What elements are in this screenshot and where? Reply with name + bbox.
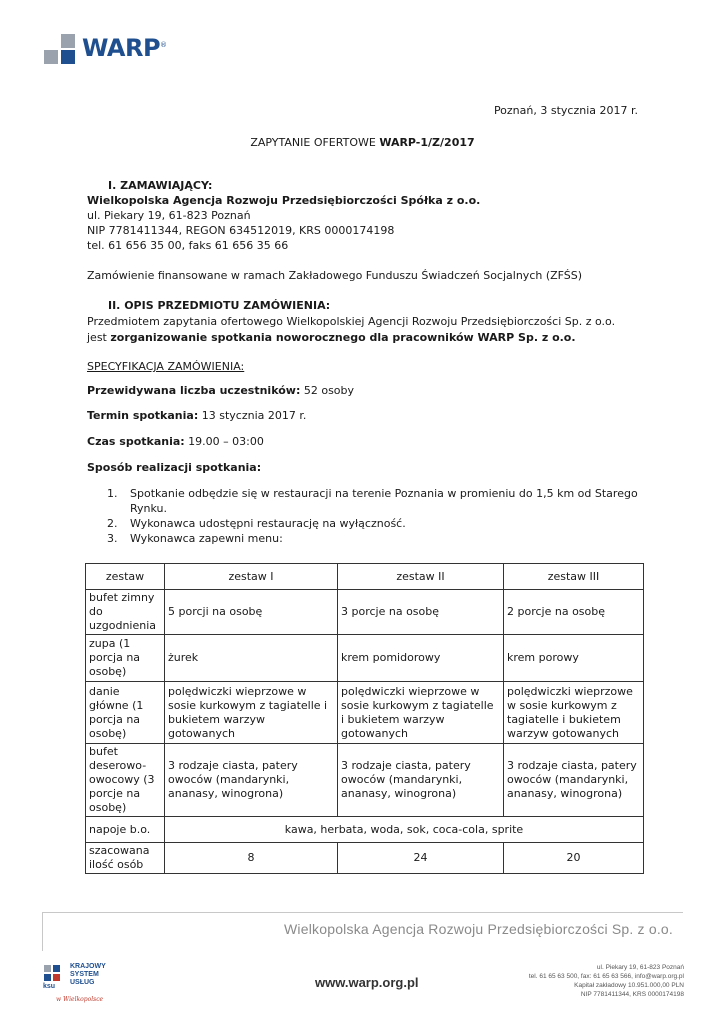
table-cell: krem pomidorowy [338,635,504,682]
table-header-cell: zestaw [86,564,165,590]
logo-text: WARP® [82,34,167,62]
table-cell: zupa (1 porcja na osobę) [86,635,165,682]
meeting-time: Czas spotkania: 19.00 – 03:00 [87,435,264,448]
table-cell: polędwiczki wieprzowe w sosie kurkowym z tagiatelle i bukietem warzyw gotowanych [504,682,644,744]
table-cell: 24 [338,843,504,874]
table-row [86,843,644,874]
table-cell: szacowana ilość osób [86,843,165,874]
date-line: Poznań, 3 stycznia 2017 r. [493,104,638,117]
ksu-tagline: w Wielkopolsce [56,996,104,1003]
requirements-list [87,486,647,546]
table-cell: 5 porcji na osobę [165,590,338,635]
logo-square-icon [61,34,75,48]
footer-agency-name: Wielkopolska Agencja Rozwoju Przedsiębiorczości Sp. z o.o. [284,921,673,937]
footer-address: ul. Piekary 19, 61-823 Poznań tel. 61 65 63 500, fax: 61 65 63 566, info@warp.org.pl Kapitał zakładowy 10.951.000,00 PLN NIP 7781411344, KRS 0000174198 [528,964,684,998]
table-header-cell: zestaw I [165,564,338,590]
table-cell: 3 porcje na osobę [338,590,504,635]
table-row [86,590,644,635]
svg-text:ksu: ksu [43,983,56,989]
org-address: ul. Piekary 19, 61-823 Poznań [87,209,251,222]
table-row [86,635,644,682]
table-cell: bufet deserowo-owocowy (3 porcje na osobę) [86,744,165,817]
table-cell: krem porowy [504,635,644,682]
table-row [86,817,644,843]
participants: Przewidywana liczba uczestników: 52 osoby [87,384,355,397]
ksu-logo-icon [42,963,66,989]
table-cell: 20 [504,843,644,874]
menu-table [85,563,644,874]
table-cell: kawa, herbata, woda, sok, coca-cola, sprite [165,817,644,843]
table-cell: 3 rodzaje ciasta, patery owoców (mandarynki, ananasy, winogrona) [504,744,644,817]
funding-note: Zamówienie finansowane w ramach Zakładowego Funduszu Świadczeń Socjalnych (ZFŚS) [87,269,583,282]
section-1-heading: I. ZAMAWIAJĄCY: [108,179,213,192]
table-header-row [86,564,644,590]
spec-heading: SPECYFIKACJA ZAMÓWIENIA: [87,360,245,373]
logo-square-icon [61,50,75,64]
section-2-heading: II. OPIS PRZEDMIOTU ZAMÓWIENIA: [108,299,331,312]
subject-line-2: jest zorganizowanie spotkania noworocznego dla pracowników WARP Sp. z o.o. [87,331,576,344]
list-item: 1. Spotkanie odbędzie się w restauracji na terenie Poznania w promieniu do 1,5 km od Starego Rynku. [107,487,638,515]
table-cell: polędwiczki wieprzowe w sosie kurkowym z tagiatelle i bukietem warzyw gotowanych [165,682,338,744]
table-row [86,744,644,817]
ksu-text: KRAJOWY SYSTEM USŁUG [70,963,106,986]
table-cell: napoje b.o. [86,817,165,843]
meeting-date: Termin spotkania: 13 stycznia 2017 r. [87,409,307,422]
table-cell: danie główne (1 porcja na osobę) [86,682,165,744]
table-header-cell: zestaw II [338,564,504,590]
method-heading: Sposób realizacji spotkania: [87,461,262,474]
list-item: 2. Wykonawca udostępni restaurację na wyłączność. [107,517,406,530]
logo-square-icon [44,50,58,64]
document-title: ZAPYTANIE OFERTOWE WARP-1/Z/2017 [250,136,475,149]
table-cell: 3 rodzaje ciasta, patery owoców (mandarynki, ananasy, winogrona) [338,744,504,817]
org-name: Wielkopolska Agencja Rozwoju Przedsiębiorczości Spółka z o.o. [87,194,481,207]
subject-line-1: Przedmiotem zapytania ofertowego Wielkopolskiej Agencji Rozwoju Przedsiębiorczości Sp. z o.o. [87,315,616,328]
table-cell: żurek [165,635,338,682]
table-cell: 3 rodzaje ciasta, patery owoców (mandarynki, ananasy, winogrona) [165,744,338,817]
table-cell: bufet zimny do uzgodnienia [86,590,165,635]
footer-url[interactable]: www.warp.org.pl [315,975,419,990]
table-cell: polędwiczki wieprzowe w sosie kurkowym z tagiatelle i bukietem warzyw gotowanych [338,682,504,744]
table-cell: 8 [165,843,338,874]
org-phone: tel. 61 656 35 00, faks 61 656 35 66 [87,239,289,252]
list-item: 3. Wykonawca zapewni menu: [107,532,283,545]
table-row [86,682,644,744]
org-ids: NIP 7781411344, REGON 634512019, KRS 0000174198 [87,224,395,237]
table-header-cell: zestaw III [504,564,644,590]
table-cell: 2 porcje na osobę [504,590,644,635]
